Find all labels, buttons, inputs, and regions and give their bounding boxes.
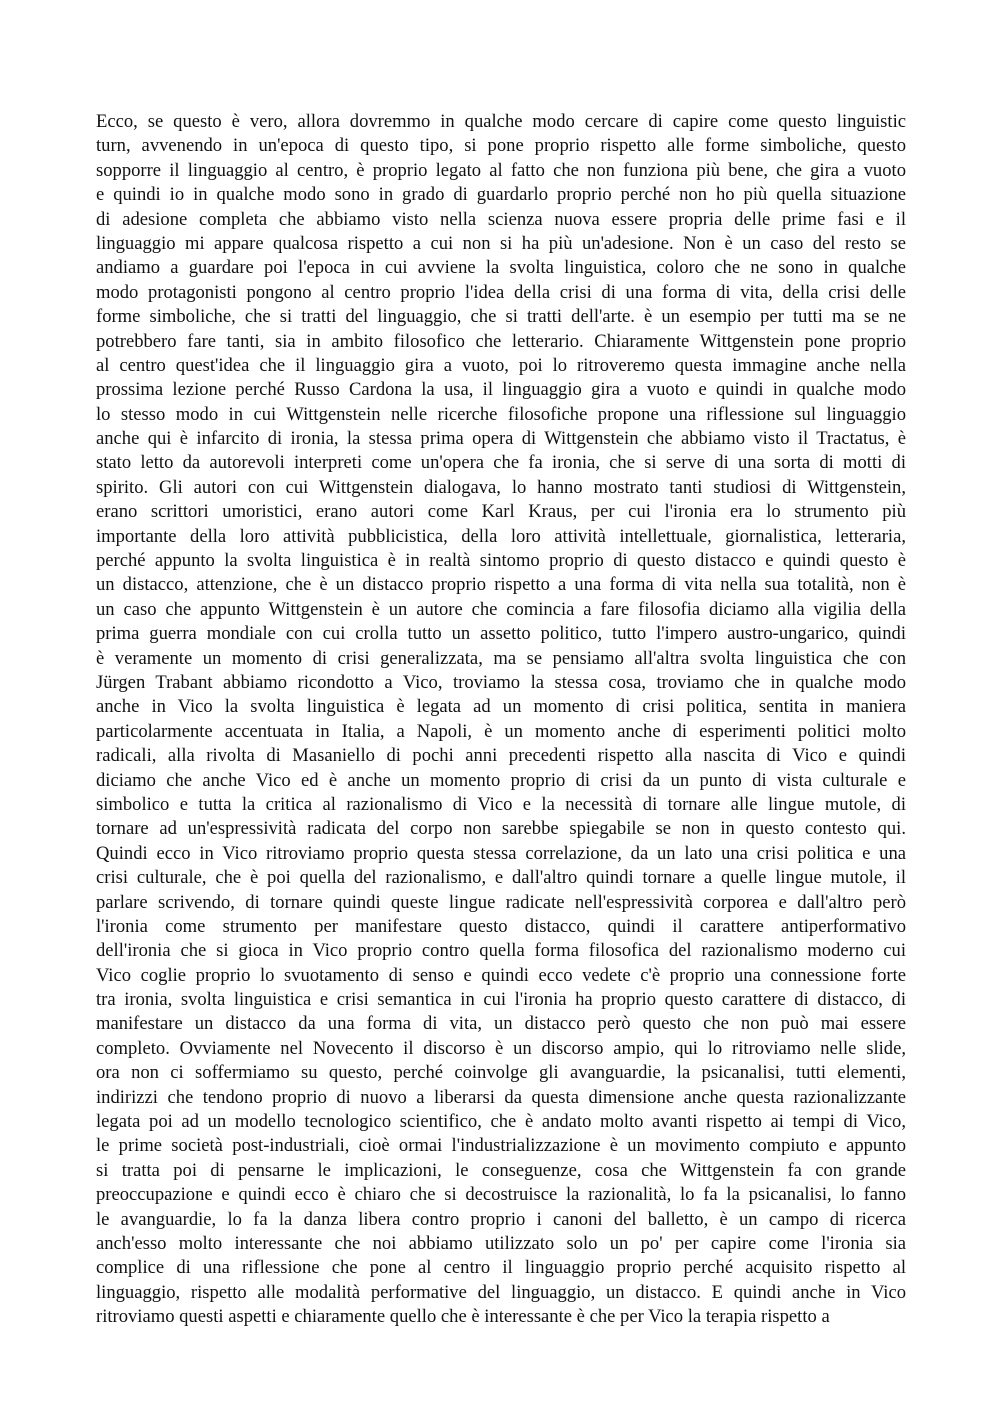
text-line: parlare scrivendo, di tornare quindi queste lingue radicate nell'espressività corporea e dall'altro però [96,891,906,913]
text-line: di adesione completa che abbiamo visto nella scienza nuova essere propria delle prime fasi e il [96,208,906,230]
text-line: manifestare un distacco da una forma di vita, un distacco però questo che non può mai essere [96,1013,906,1035]
text-line: le avanguardie, lo fa la danza libera contro proprio i canoni del balletto, è un campo di ricerca [96,1208,906,1230]
text-line: andiamo a guardare poi l'epoca in cui avviene la svolta linguistica, coloro che ne sono in qualche [96,257,906,279]
text-line: si tratta poi di pensarne le implicazioni, le conseguenze, cosa che Wittgenstein fa con grande [96,1159,906,1181]
text-line: anche qui è infarcito di ironia, la stessa prima opera di Wittgenstein che abbiamo visto il Tractatus, è [96,428,906,450]
text-line: potrebbero fare tanti, sia in ambito filosofico che letterario. Chiaramente Wittgenstein pone proprio [96,330,906,352]
text-line: tra ironia, svolta linguistica e crisi semantica in cui l'ironia ha proprio questo carattere di distacco, di [96,989,906,1011]
text-line: Ecco, se questo è vero, allora dovremmo in qualche modo cercare di capire come questo linguistic [96,111,906,132]
text-line: anch'esso molto interessante che noi abbiamo utilizzato solo un po' per capire come l'ironia sia [96,1232,906,1254]
text-line: forme simboliche, che si tratti del linguaggio, che si tratti dell'arte. è un esempio per tutti ma se ne [96,306,906,328]
text-line: linguaggio, rispetto alle modalità performative del linguaggio, un distacco. E quindi anche in Vico [96,1281,906,1303]
text-line: modo protagonisti pongono al centro proprio l'idea della crisi di una forma di vita, della crisi delle [96,281,906,303]
text-line: linguaggio mi appare qualcosa rispetto a cui non si ha più un'adesione. Non è un caso del resto se [96,232,906,254]
text-line: diciamo che anche Vico ed è anche un momento proprio di crisi da un punto di vista culturale e [96,769,906,791]
text-line: un distacco, attenzione, che è un distacco proprio rispetto a una forma di vita nella sua totalità, non è [96,574,906,596]
text-line: stato letto da autorevoli interpreti come un'opera che fa ironia, che si serve di una sorta di motti di [96,452,906,474]
text-line: lo stesso modo in cui Wittgenstein nelle ricerche filosofiche propone una riflessione sul linguaggio [96,403,906,425]
text-line: particolarmente accentuata in Italia, a Napoli, è un momento anche di esperimenti politici molto [96,720,906,742]
text-line: radicali, alla rivolta di Masaniello di pochi anni precedenti rispetto alla nascita di Vico e quindi [96,745,906,767]
text-line: dell'ironia che si gioca in Vico proprio contro quella forma filosofica del razionalismo moderno cui [96,940,906,962]
text-line: simbolico e tutta la critica al razionalismo di Vico e la necessità di tornare alle lingue mutole, di [96,793,906,815]
text-line: complice di una riflessione che pone al centro il linguaggio proprio perché acquisito rispetto al [96,1257,906,1279]
text-line: tornare ad un'espressività radicata del corpo non sarebbe spiegabile se non in questo contesto qui. [96,818,906,840]
body-paragraph [96,110,906,1330]
text-line: erano scrittori umoristici, erano autori come Karl Kraus, per cui l'ironia era lo strumento più [96,501,906,523]
text-line: Vico coglie proprio lo svuotamento di senso e quindi ecco vedete c'è proprio una connessione forte [96,964,906,986]
text-line: Quindi ecco in Vico ritroviamo proprio questa stessa correlazione, da un lato una crisi politica e una [96,842,906,864]
text-line: ritroviamo questi aspetti e chiaramente quello che è interessante è che per Vico la terapia rispetto a [96,1306,830,1328]
text-line: ora non ci soffermiamo su questo, perché coinvolge gli avanguardie, la psicanalisi, tutti elementi, [96,1062,906,1084]
text-line: spirito. Gli autori con cui Wittgenstein dialogava, lo hanno mostrato tanti studiosi di Wittgenstein, [96,476,906,498]
text-line: un caso che appunto Wittgenstein è un autore che comincia a fare filosofia diciamo alla vigilia della [96,598,906,620]
text-line: le prime società post-industriali, cioè ormai l'industrializzazione è un movimento compiuto e appunto [96,1135,906,1157]
text-line: preoccupazione e quindi ecco è chiaro che si decostruisce la razionalità, lo fa la psicanalisi, lo fanno [96,1184,906,1206]
text-line: importante della loro attività pubblicistica, della loro attività intellettuale, giornalistica, letteraria, [96,525,906,547]
text-line: Jürgen Trabant abbiamo ricondotto a Vico, troviamo la stessa cosa, troviamo che in qualche modo [96,671,906,693]
text-line: legata poi ad un modello tecnologico scientifico, che è andato molto avanti rispetto ai tempi di Vico, [96,1111,906,1133]
text-line: crisi culturale, che è poi quella del razionalismo, e dall'altro quindi tornare a quelle lingue mutole, il [96,867,906,889]
text-line: l'ironia come strumento per manifestare questo distacco, quindi il carattere antiperformativo [96,915,906,937]
text-line: è veramente un momento di crisi generalizzata, ma se pensiamo all'altra svolta linguistica che con [96,647,906,669]
text-line: sopporre il linguaggio al centro, è proprio legato al fatto che non funziona più bene, che gira a vuoto [96,159,906,181]
text-line: anche in Vico la svolta linguistica è legata ad un momento di crisi politica, sentita in maniera [96,696,906,718]
text-line: al centro quest'idea che il linguaggio gira a vuoto, poi lo ritroveremo questa immagine anche nella [96,354,906,376]
text-line: perché appunto la svolta linguistica è in realtà sintomo proprio di questo distacco e quindi questo è [96,550,906,572]
text-line: turn, avvenendo in un'epoca di questo tipo, si pone proprio rispetto alle forme simboliche, questo [96,135,906,157]
text-line: e quindi io in qualche modo sono in grado di guardarlo proprio perché non ho più quella situazione [96,184,906,206]
text-line: prima guerra mondiale con cui crolla tutto un assetto politico, tutto l'impero austro-ungarico, quindi [96,623,906,645]
text-line: completo. Ovviamente nel Novecento il discorso è un discorso ampio, qui lo ritroviamo nelle slide, [96,1037,906,1059]
text-line: indirizzi che tendono proprio di nuovo a liberarsi da questa dimensione anche questa razionalizzante [96,1086,906,1108]
text-line: prossima lezione perché Russo Cardona la usa, il linguaggio gira a vuoto e quindi in qualche modo [96,379,906,401]
